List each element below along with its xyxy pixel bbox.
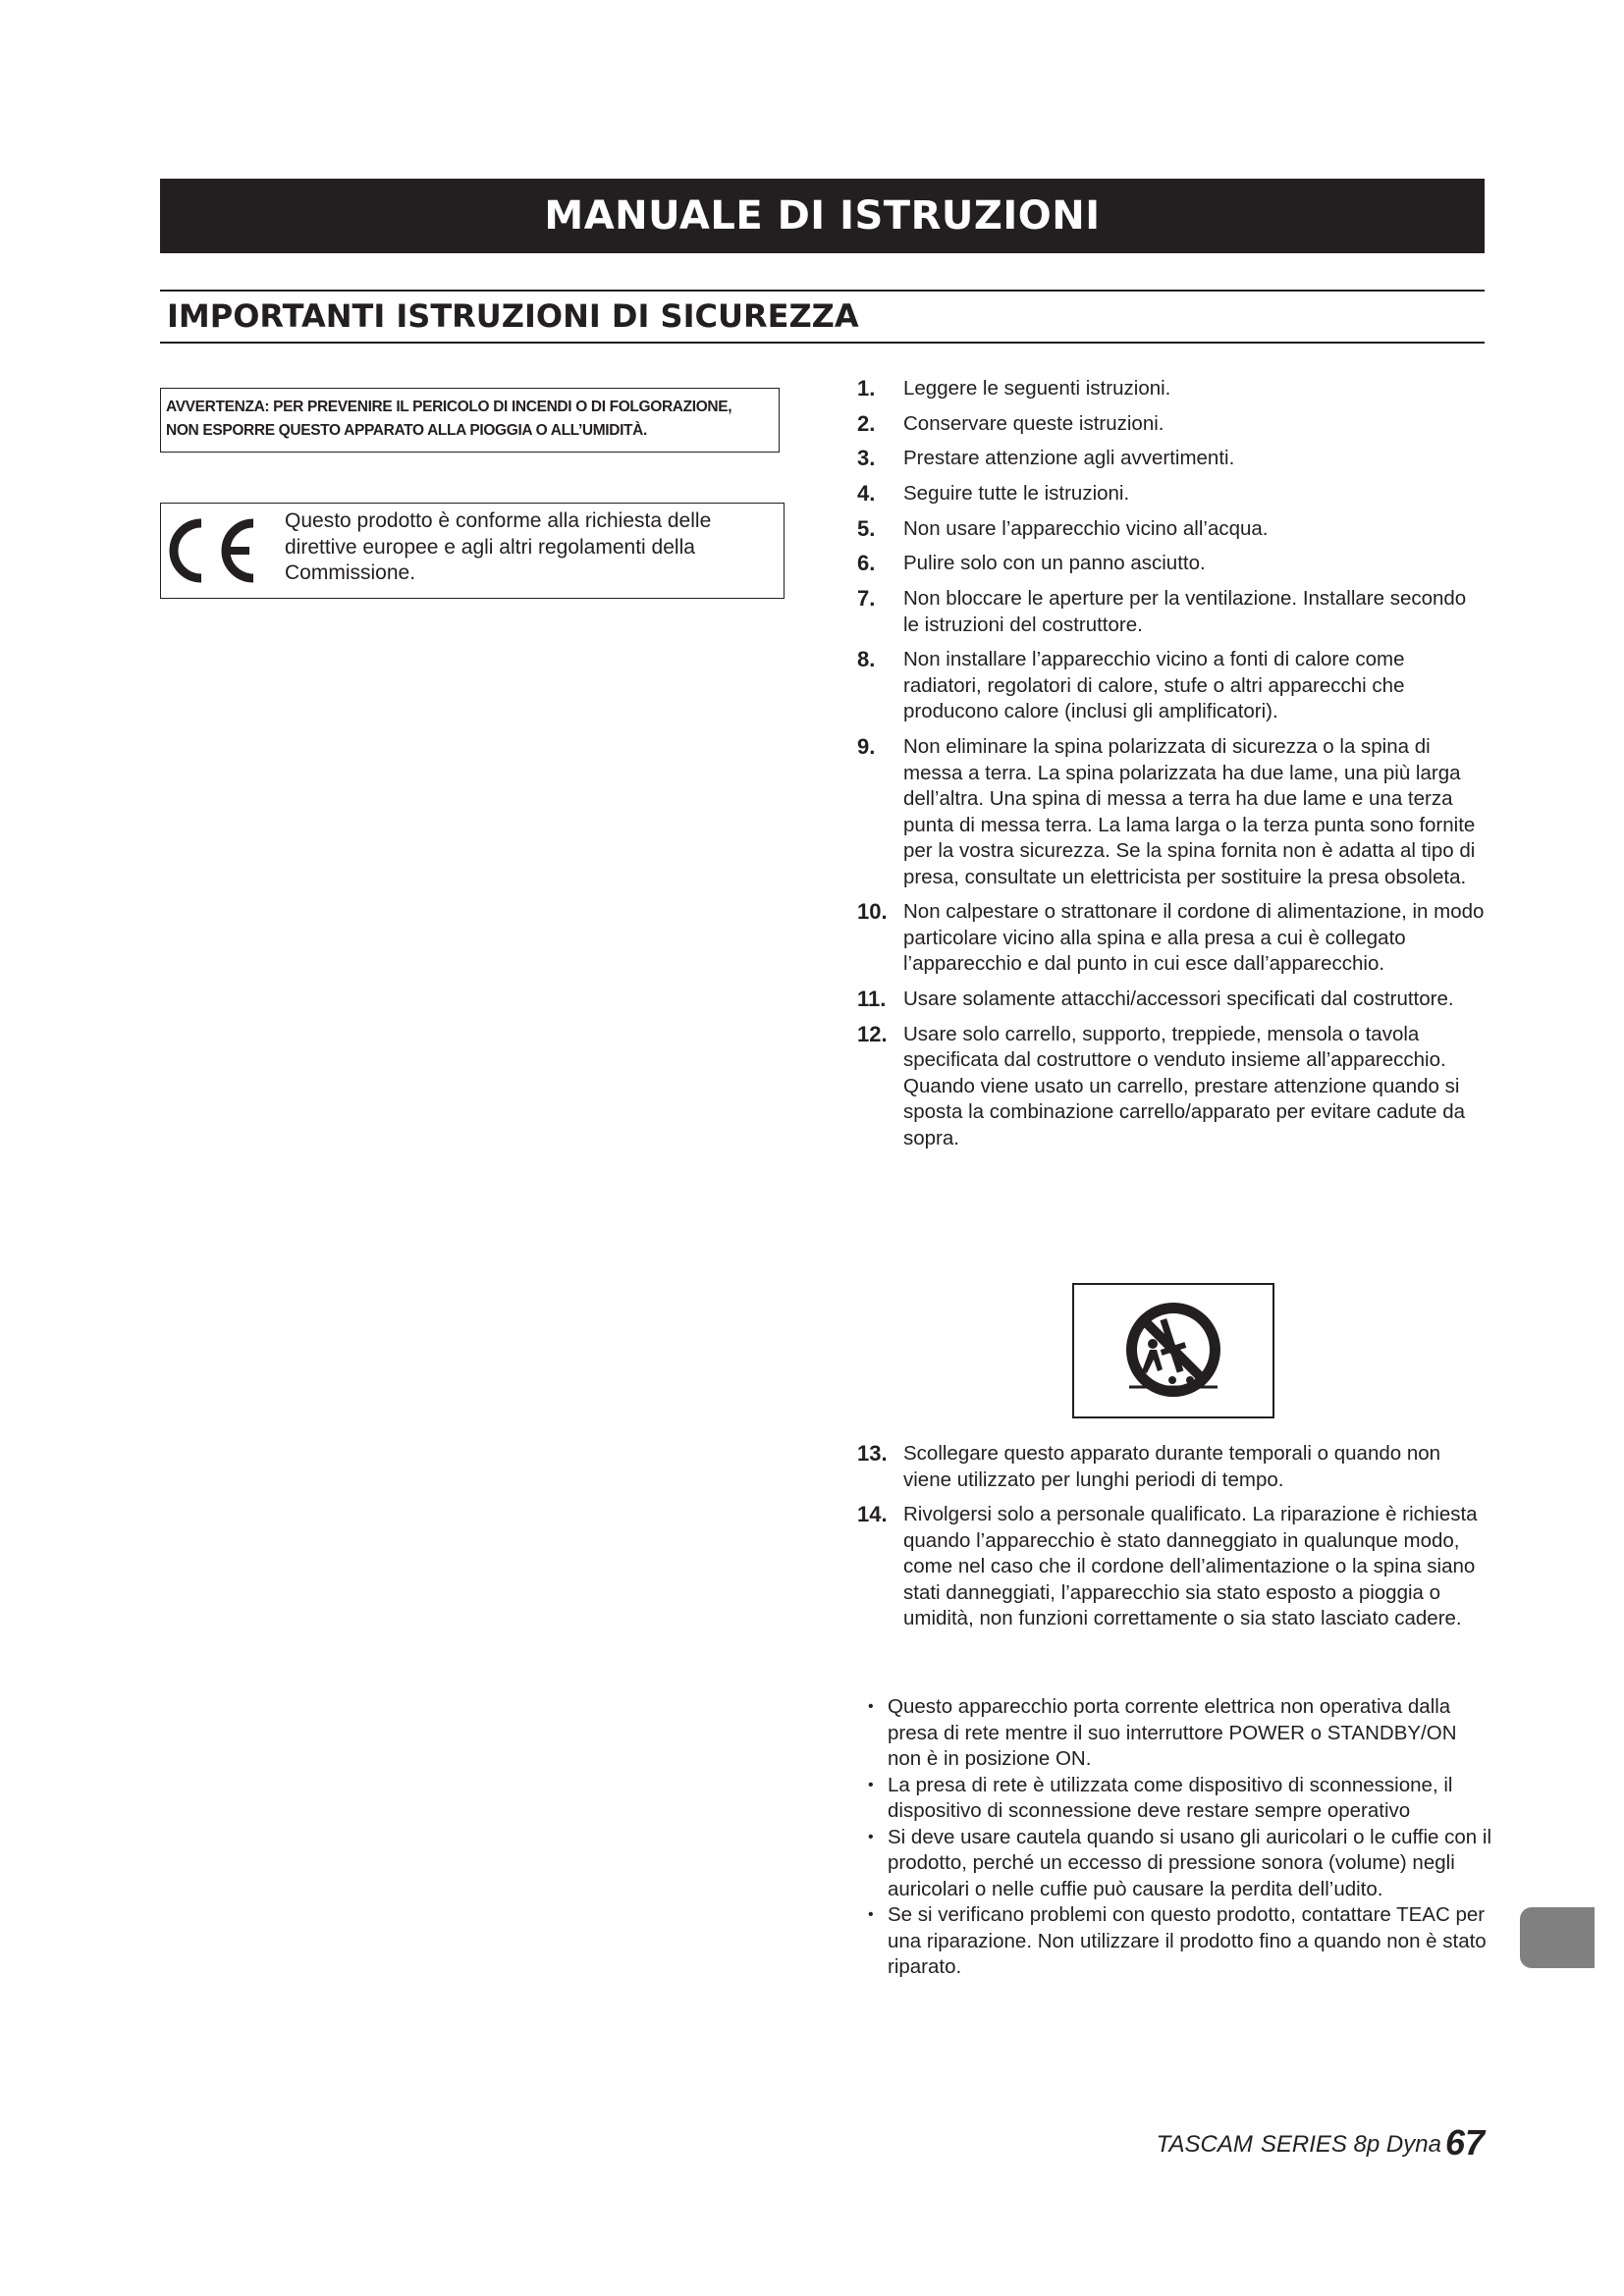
page-title-bar [160,179,1485,253]
list-item: 6. Pulire solo con un panno asciutto. [857,551,1206,576]
cart-warning-box [1072,1283,1274,1418]
list-item: 5. Non usare l’apparecchio vicino all’acqua. [857,515,1269,541]
section-bottom-rule [160,342,1485,344]
ce-conformity-text: Questo prodotto è conforme alla richiesta delle direttive europee e agli altri regolamenti della Commissione. [285,509,712,584]
list-item: 4. Seguire tutte le istruzioni. [857,481,1130,507]
warning-line-2: NON ESPORRE QUESTO APPARATO ALLA PIOGGIA O ALL’UMIDITÀ. [166,422,647,439]
list-item: • Questo apparecchio porta corrente elettrica non operativa dalla presa di rete mentre il suo interruttore POWER o STANDBY/ON non è in posizione ON. [868,1695,1457,1770]
cart-tipover-warning-icon [1074,1285,1272,1416]
list-item: 12. Usare solo carrello, supporto, treppiede, mensola o tavola specificata dal costruttore o venduto insieme all’apparecchio. Quando viene usato un carrello, prestare attenzione quando si sposta la combinazione carrello/apparato per evitare cadute da sopra. [857,1021,1466,1149]
safety-instructions-list [857,376,1486,1160]
safety-instructions-list-continued [857,1441,1486,1641]
safety-notes-list [864,1694,1492,1981]
section-title: IMPORTANTI ISTRUZIONI DI SICUREZZA [167,297,859,335]
list-item: • Si deve usare cautela quando si usano gli auricolari o le cuffie con il prodotto, perché un eccesso di pressione sonora (volume) negli auricolari o nelle cuffie può causare la perdita dell’udito. [868,1825,1491,1900]
list-item: • La presa di rete è utilizzata come dispositivo di sconnessione, il dispositivo di sconnessione deve restare sempre operativo [868,1773,1453,1822]
footer-model: SERIES 8p Dyna [1260,2131,1441,2158]
ce-mark-icon [169,517,272,584]
page-title: MANUALE DI ISTRUZIONI [544,193,1101,239]
list-item: 2. Conservare queste istruzioni. [857,410,1164,436]
list-item: 7. Non bloccare le aperture per la ventilazione. Installare secondo le istruzioni del costruttore. [857,586,1467,636]
list-item: 11. Usare solamente attacchi/accessori specificati dal costruttore. [857,986,1454,1011]
page-number: 67 [1444,2122,1485,2163]
page-footer [1157,2123,1485,2164]
section-top-rule [160,290,1485,292]
list-item: 13. Scollegare questo apparato durante temporali o quando non viene utilizzato per lunghi periodi di tempo. [857,1441,1441,1491]
list-item: 10. Non calpestare o strattonare il cordone di alimentazione, in modo particolare vicino alla spina e alla presa a cui è collegato l’apparecchio e dal punto in cui esce dall’apparecchio. [857,899,1485,976]
warning-box [160,388,780,453]
list-item: 8. Non installare l’apparecchio vicino a fonti di calore come radiatori, regolatori di calore, stufe o altri apparecchi che producono calore (inclusi gli amplificatori). [857,647,1405,723]
warning-line-1: AVVERTENZA: PER PREVENIRE IL PERICOLO DI INCENDI O DI FOLGORAZIONE, [166,399,732,415]
list-item: 9. Non eliminare la spina polarizzata di sicurezza o la spina di messa a terra. La spina polarizzata ha due lame, una più larga dell’altra. Una spina di messa a terra ha due lame e una terza punta di messa terra. La lama larga o la terza punta sono fornite per la vostra sicurezza. Se la spina fornita non è adatta al tipo di presa, consultate un elettricista per sostituire la presa obsoleta. [857,734,1476,888]
list-item: 3. Prestare attenzione agli avvertimenti. [857,446,1235,471]
list-item: 1. Leggere le seguenti istruzioni. [857,376,1171,400]
ce-conformity-box [160,503,785,599]
language-side-tab [1520,1907,1595,1968]
footer-brand: TASCAM [1156,2131,1253,2158]
list-item: 14. Rivolgersi solo a personale qualificato. La riparazione è richiesta quando l’apparecchio è stato danneggiato in qualunque modo, come nel caso che il cordone dell’alimentazione o la spina siano stati danneggiati, l’apparecchio sia stato esposto a pioggia o umidità, non funzioni correttamente o sia stato lasciato cadere. [857,1502,1478,1630]
list-item: • Se si verificano problemi con questo prodotto, contattare TEAC per una riparazione. Non utilizzare il prodotto fino a quando non è stato riparato. [868,1903,1487,1978]
